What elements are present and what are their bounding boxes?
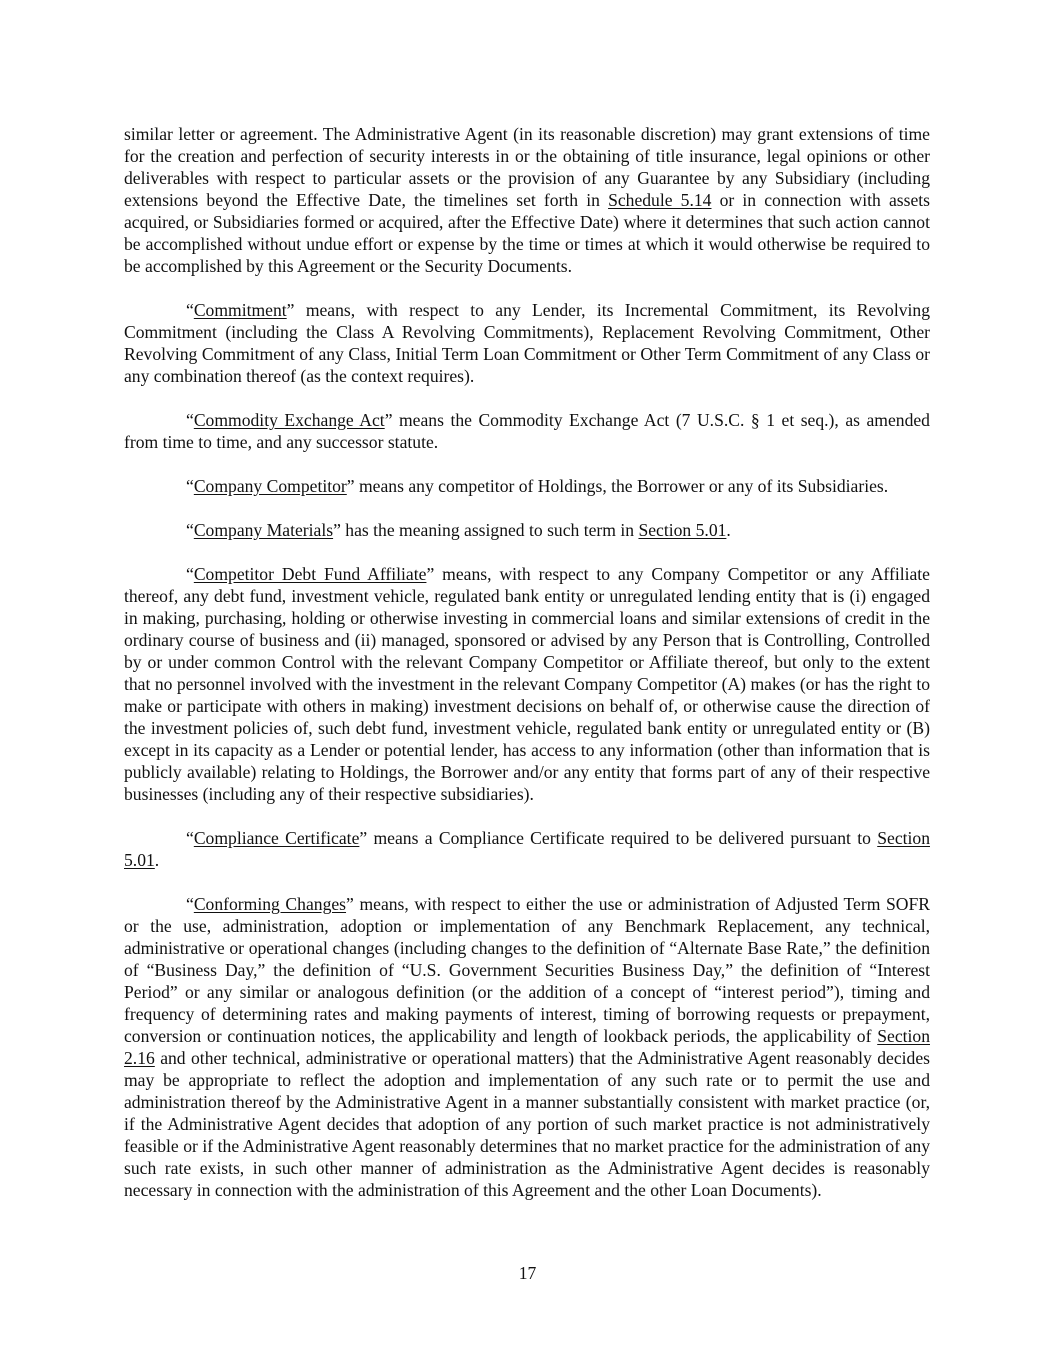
defined-term: Compliance Certificate <box>193 828 360 848</box>
schedule-reference: Schedule 5.14 <box>608 190 712 210</box>
section-reference: Section 5.01 <box>638 520 727 540</box>
definition-company-competitor: “Company Competitor” means any competitor of Holdings, the Borrower or any of its Subsidiaries. <box>186 476 889 496</box>
definition-commodity-exchange-act: “Commodity Exchange Act” means the Commodity Exchange Act (7 U.S.C. § 1 et seq.), as amended from time to time, and any successor statute. <box>124 410 930 452</box>
definition-company-materials: “Company Materials” has the meaning assigned to such term in Section 5.01. <box>186 520 731 540</box>
defined-term: Competitor Debt Fund Affiliate <box>193 564 427 584</box>
defined-term: Commitment <box>193 300 287 320</box>
paragraph-continuation: similar letter or agreement. The Administrative Agent (in its reasonable discretion) may grant extensions of time for the creation and perfection of security interests in or the obtaining of title insurance, legal opinions or other deliverables with respect to particular assets or the provision of any Guarantee by any Subsidiary (including extensions beyond the Effective Date, the timelines set forth in Schedule 5.14 or in connection with assets acquired, or Subsidiaries formed or acquired, after the Effective Date) where it determines that such action cannot be accomplished without undue effort or expense by the time or times at which it would otherwise be required to be accomplished by this Agreement or the Security Documents. <box>124 124 930 276</box>
page-number: 17 <box>518 1263 537 1283</box>
defined-term: Commodity Exchange Act <box>193 410 385 430</box>
defined-term: Company Materials <box>193 520 334 540</box>
document-page <box>124 123 930 1223</box>
section-reference: Section 5.01 <box>124 828 930 870</box>
definition-commitment: “Commitment” means, with respect to any Lender, its Incremental Commitment, its Revolving Commitment (including the Class A Revolving Commitments), Replacement Revolving Commitment, Other Revolving Commitment of any Class, Initial Term Loan Commitment or Other Term Commitment of any Class or any combination thereof (as the context requires). <box>124 300 930 386</box>
definition-conforming-changes: “Conforming Changes” means, with respect to either the use or administration of Adjusted Term SOFR or the use, administration, adoption or implementation of any Benchmark Replacement, any technical, administrative or operational changes (including changes to the definition of “Alternate Base Rate,” the definition of “Business Day,” the definition of “U.S. Government Securities Business Day,” the definition of “Interest Period” or any similar or analogous definition (or the addition of a concept of “interest period”), timing and frequency of determining rates and making payments of interest, timing of borrowing requests or prepayment, conversion or continuation notices, the applicability and length of lookback periods, the applicability of Section 2.16 and other technical, administrative or operational matters) that the Administrative Agent reasonably decides may be appropriate to reflect the adoption and implementation of any such rate or to permit the use and administration thereof by the Administrative Agent in a manner substantially consistent with market practice (or, if the Administrative Agent decides that adoption of any portion of such market practice is not administratively feasible or if the Administrative Agent reasonably determines that no market practice for the administration of any such rate exists, in such other manner of administration as the Administrative Agent decides is reasonably necessary in connection with the administration of this Agreement and the other Loan Documents). <box>124 894 930 1200</box>
definition-compliance-certificate: “Compliance Certificate” means a Compliance Certificate required to be delivered pursuant to Section 5.01. <box>124 828 930 870</box>
defined-term: Conforming Changes <box>193 894 347 914</box>
defined-term: Company Competitor <box>193 476 347 496</box>
section-reference: Section 2.16 <box>124 1026 930 1068</box>
definition-competitor-debt-fund-affiliate: “Competitor Debt Fund Affiliate” means, with respect to any Company Competitor or any Affiliate thereof, any debt fund, investment vehicle, regulated bank entity or unregulated lending entity that is (i) engaged in making, purchasing, holding or otherwise investing in commercial loans and similar extensions of credit in the ordinary course of business and (ii) managed, sponsored or advised by any Person that is Controlling, Controlled by or under common Control with the relevant Company Competitor or Affiliate thereof, but only to the extent that no personnel involved with the investment in the relevant Company Competitor (A) makes (or has the right to make or participate with others in making) investment decisions on behalf of, or otherwise cause the direction of the investment policies of, such debt fund, investment vehicle, regulated bank entity or unregulated entity or (B) except in its capacity as a Lender or potential lender, has access to any information (other than information that is publicly available) relating to Holdings, the Borrower and/or any entity that forms part of any of their respective businesses (including any of their respective subsidiaries). <box>124 564 930 804</box>
